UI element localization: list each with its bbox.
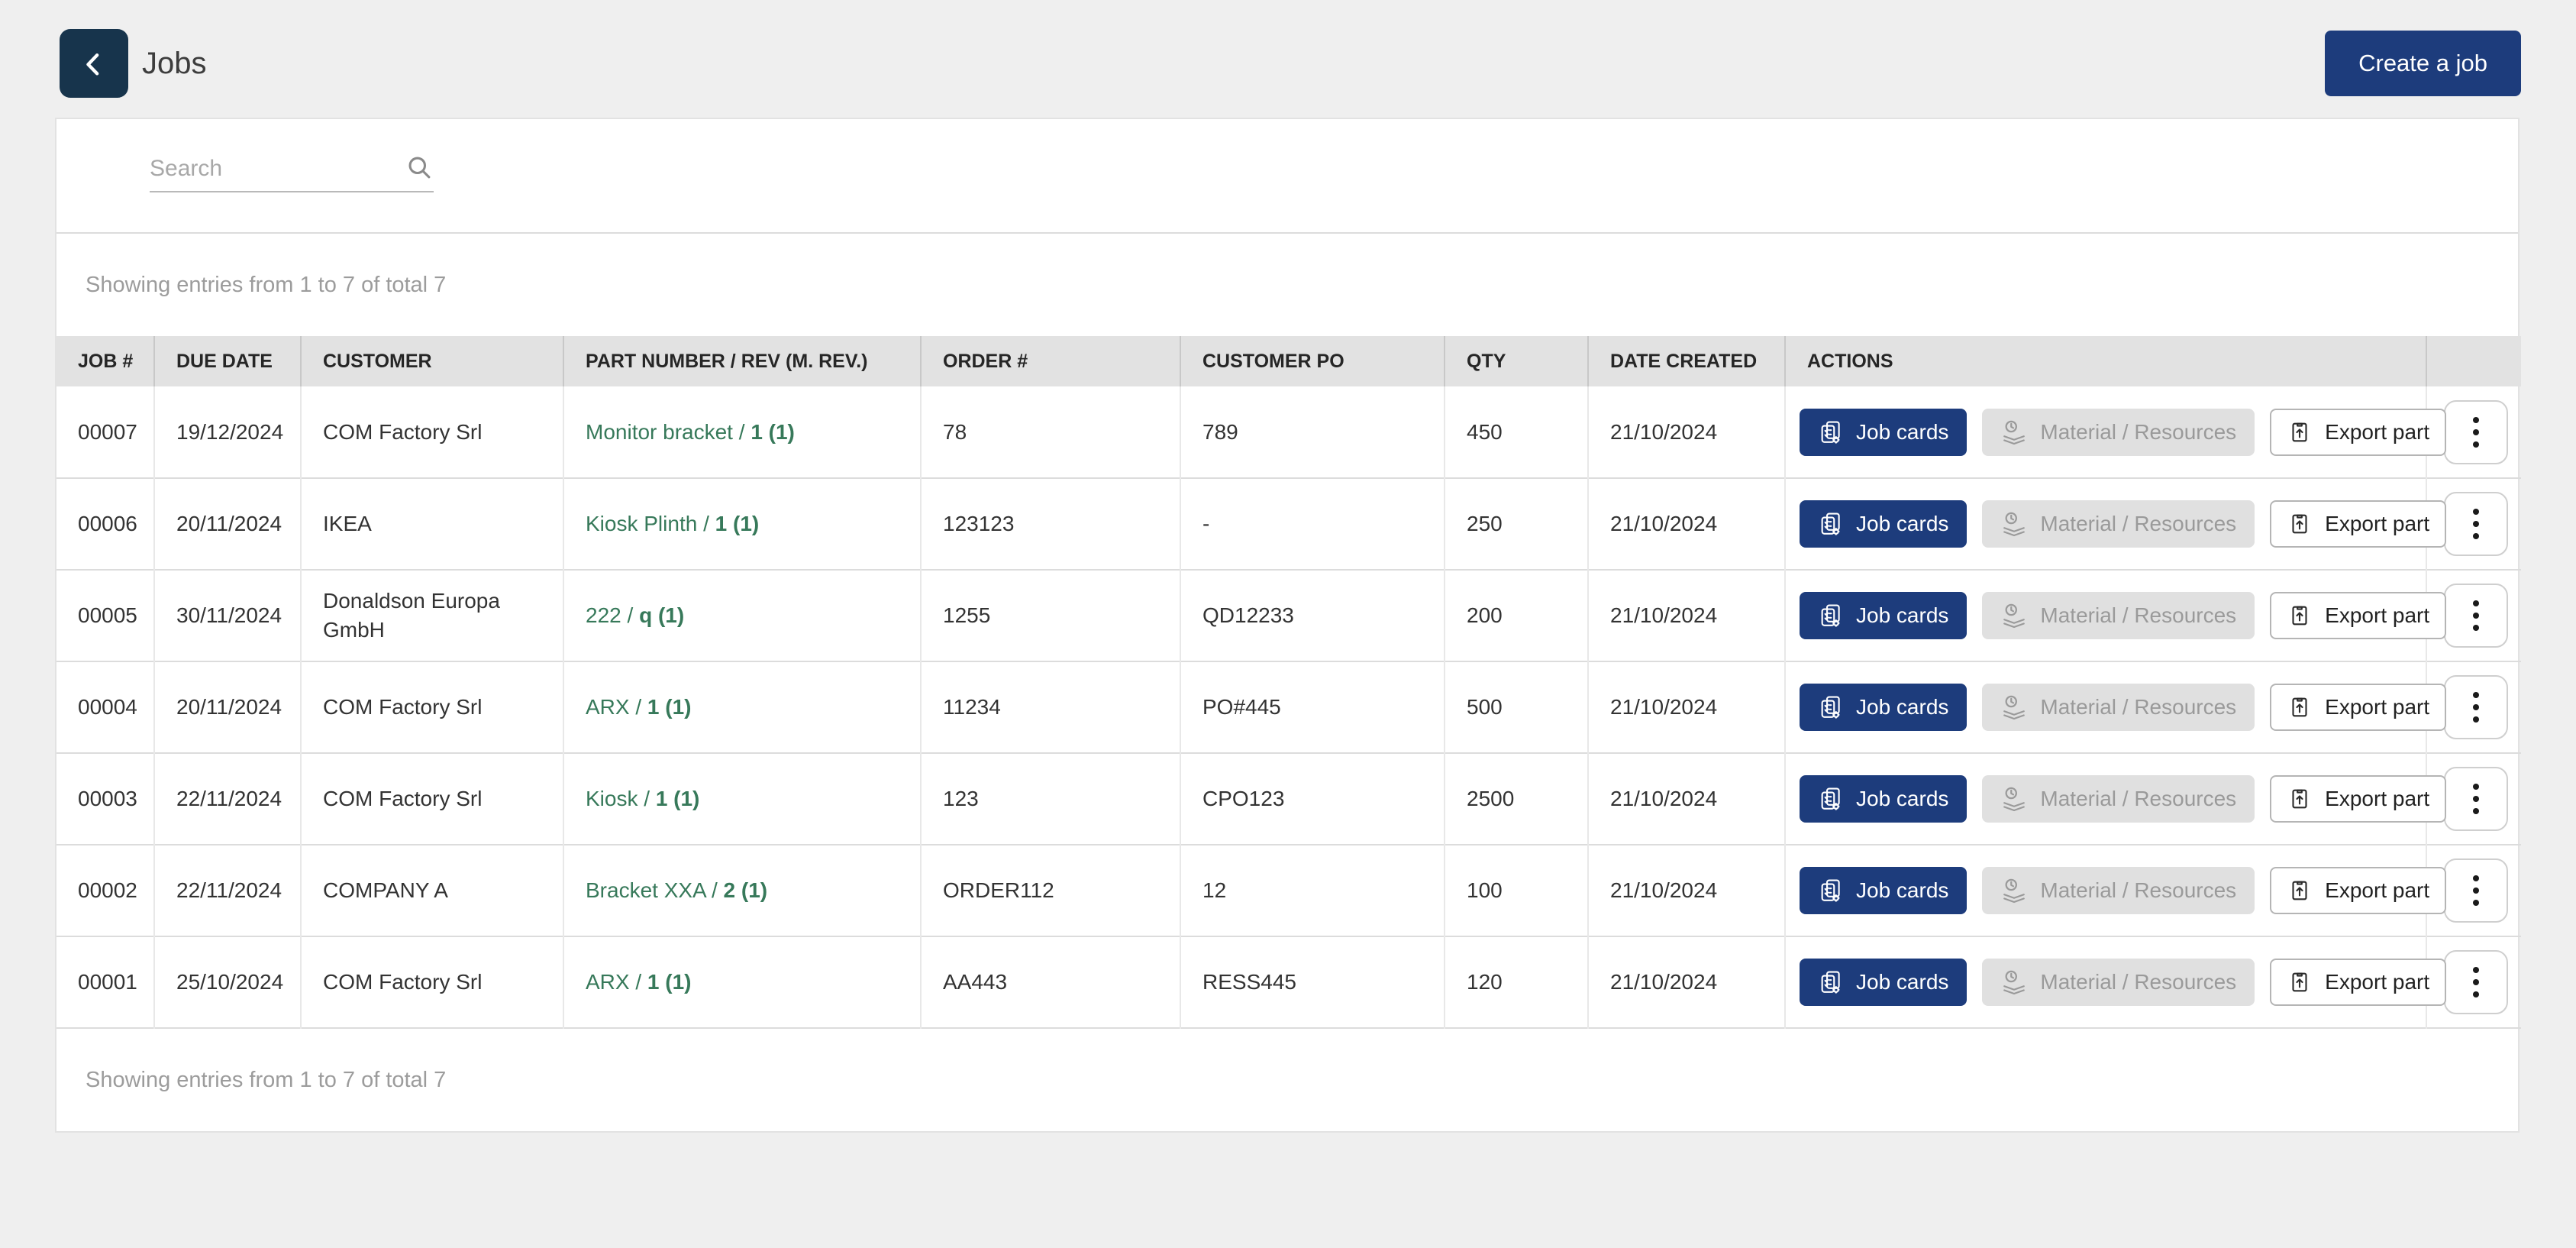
due-date-cell: 25/10/2024 (154, 936, 301, 1028)
order-number-cell: 11234 (921, 661, 1180, 753)
row-menu-button[interactable] (2444, 675, 2508, 739)
job-cards-button[interactable] (1800, 592, 1967, 639)
col-customer-po: CUSTOMER PO (1180, 336, 1445, 386)
date-created-cell: 21/10/2024 (1588, 753, 1785, 845)
kebab-dot (2473, 979, 2479, 985)
customer-cell: IKEA (301, 478, 563, 570)
job-cards-icon (1818, 786, 1844, 812)
job-cards-button[interactable] (1800, 500, 1967, 548)
chevron-left-icon (79, 48, 109, 79)
kebab-dot (2473, 613, 2479, 619)
part-link[interactable]: 222 / q (1) (586, 603, 685, 628)
table-row (56, 661, 2521, 753)
job-cards-label: Job cards (1856, 787, 1949, 810)
job-cards-label: Job cards (1856, 419, 1949, 444)
table-row (56, 845, 2521, 936)
row-menu-button[interactable] (2444, 584, 2508, 648)
part-link[interactable]: ARX / 1 (1) (586, 970, 692, 994)
job-cards-icon (1818, 969, 1844, 995)
kebab-dot (2473, 600, 2479, 606)
job-cards-label: Job cards (1856, 970, 1949, 994)
job-number-cell: 00001 (56, 936, 154, 1028)
col-job-number: JOB # (56, 336, 154, 386)
qty-cell: 500 (1445, 661, 1588, 753)
job-cards-label: Job cards (1856, 512, 1949, 535)
job-cards-icon (1818, 694, 1844, 720)
qty-cell: 450 (1445, 386, 1588, 478)
col-customer: CUSTOMER (301, 336, 563, 386)
order-number-cell: 123 (921, 753, 1180, 845)
job-number-cell: 00004 (56, 661, 154, 753)
customer-cell: COMPANY A (301, 845, 563, 936)
job-cards-icon (1818, 419, 1844, 445)
row-menu-button[interactable] (2444, 492, 2508, 556)
job-cards-label: Job cards (1856, 603, 1949, 627)
order-number-cell: 1255 (921, 570, 1180, 661)
qty-cell: 200 (1445, 570, 1588, 661)
kebab-dot (2473, 808, 2479, 814)
date-created-cell: 21/10/2024 (1588, 386, 1785, 478)
export-part-icon (2287, 878, 2313, 904)
due-date-cell: 30/11/2024 (154, 570, 301, 661)
row-menu-button[interactable] (2444, 767, 2508, 831)
table-row (56, 570, 2521, 661)
actions-cell (1785, 478, 2430, 570)
part-link[interactable]: Kiosk / 1 (1) (586, 787, 700, 811)
export-part-label: Export part (2325, 970, 2430, 994)
col-date-created: DATE CREATED (1588, 336, 1785, 386)
export-part-button[interactable] (2270, 684, 2446, 731)
part-rev: 1 (1) (751, 419, 795, 444)
export-part-icon (2287, 511, 2313, 537)
material-resources-label: Material / Resources (2040, 512, 2237, 535)
material-resources-button[interactable] (1982, 409, 2255, 456)
due-date-cell: 22/11/2024 (154, 753, 301, 845)
material-resources-label: Material / Resources (2040, 695, 2237, 719)
export-part-label: Export part (2325, 787, 2430, 810)
job-number-cell: 00003 (56, 753, 154, 845)
export-part-label: Export part (2325, 695, 2430, 719)
col-actions: ACTIONS (1785, 336, 2426, 386)
kebab-dot (2473, 888, 2479, 894)
part-rev: 2 (1) (723, 878, 768, 903)
table-row (56, 478, 2521, 570)
kebab-dot (2473, 991, 2479, 997)
part-link[interactable]: Kiosk Plinth / 1 (1) (586, 512, 760, 536)
customer-po-cell: CPO123 (1180, 753, 1445, 845)
kebab-dot (2473, 692, 2479, 698)
customer-cell: COM Factory Srl (301, 936, 563, 1028)
back-button[interactable] (60, 29, 128, 98)
kebab-dot (2473, 625, 2479, 631)
part-number-cell (563, 661, 921, 753)
material-resources-icon (2000, 602, 2028, 629)
kebab-dot (2473, 429, 2479, 435)
export-part-icon (2287, 603, 2313, 629)
customer-po-cell: - (1180, 478, 1445, 570)
qty-cell: 2500 (1445, 753, 1588, 845)
material-resources-label: Material / Resources (2040, 419, 2237, 444)
jobs-card (55, 118, 2520, 1133)
order-number-cell: 123123 (921, 478, 1180, 570)
entries-summary-bottom: Showing entries from 1 to 7 of total 7 (86, 1067, 447, 1092)
material-resources-icon (2000, 785, 2028, 813)
job-cards-label: Job cards (1856, 878, 1949, 902)
order-number-cell: ORDER112 (921, 845, 1180, 936)
export-part-label: Export part (2325, 878, 2430, 902)
kebab-dot (2473, 784, 2479, 790)
part-number-cell (563, 386, 921, 478)
material-resources-button[interactable] (1982, 592, 2255, 639)
material-resources-icon (2000, 419, 2028, 446)
kebab-dot (2473, 900, 2479, 906)
search-section (56, 119, 2518, 234)
export-part-label: Export part (2325, 419, 2430, 444)
part-number-cell (563, 845, 921, 936)
export-part-button[interactable] (2270, 867, 2446, 914)
actions-cell (1785, 753, 2430, 845)
qty-cell: 250 (1445, 478, 1588, 570)
customer-cell: COM Factory Srl (301, 386, 563, 478)
due-date-cell: 20/11/2024 (154, 661, 301, 753)
part-link[interactable]: Monitor bracket / 1 (1) (586, 419, 795, 444)
job-cards-button[interactable] (1800, 959, 1967, 1006)
export-part-button[interactable] (2270, 959, 2446, 1006)
export-part-icon (2287, 786, 2313, 812)
part-number-cell (563, 478, 921, 570)
material-resources-button[interactable] (1982, 867, 2255, 914)
material-resources-label: Material / Resources (2040, 970, 2237, 994)
order-number-cell: AA443 (921, 936, 1180, 1028)
table-row (56, 753, 2521, 845)
date-created-cell: 21/10/2024 (1588, 845, 1785, 936)
due-date-cell: 20/11/2024 (154, 478, 301, 570)
table-row (56, 936, 2521, 1028)
part-number-cell (563, 753, 921, 845)
part-rev: q (1) (639, 603, 685, 628)
customer-cell: Donaldson Europa GmbH (301, 570, 563, 661)
job-cards-button[interactable] (1800, 684, 1967, 731)
actions-cell (1785, 661, 2430, 753)
date-created-cell: 21/10/2024 (1588, 478, 1785, 570)
material-resources-button[interactable] (1982, 775, 2255, 823)
job-cards-label: Job cards (1856, 695, 1949, 719)
part-number-cell (563, 570, 921, 661)
customer-po-cell: RESS445 (1180, 936, 1445, 1028)
row-menu-button[interactable] (2444, 400, 2508, 464)
jobs-table (56, 336, 2521, 1029)
material-resources-icon (2000, 877, 2028, 904)
export-part-button[interactable] (2270, 592, 2446, 639)
due-date-cell: 19/12/2024 (154, 386, 301, 478)
page-title: Jobs (142, 47, 207, 80)
customer-cell: COM Factory Srl (301, 661, 563, 753)
part-rev: 1 (1) (647, 970, 692, 994)
row-menu-button[interactable] (2444, 858, 2508, 923)
job-cards-button[interactable] (1800, 867, 1967, 914)
date-created-cell: 21/10/2024 (1588, 570, 1785, 661)
job-cards-icon (1818, 878, 1844, 904)
material-resources-label: Material / Resources (2040, 787, 2237, 810)
kebab-dot (2473, 509, 2479, 515)
due-date-cell: 22/11/2024 (154, 845, 301, 936)
part-rev: 1 (1) (655, 787, 700, 811)
col-qty: QTY (1445, 336, 1588, 386)
material-resources-button[interactable] (1982, 500, 2255, 548)
kebab-dot (2473, 521, 2479, 527)
export-part-label: Export part (2325, 603, 2430, 627)
actions-cell (1785, 845, 2430, 936)
job-cards-button[interactable] (1800, 775, 1967, 823)
col-due-date: DUE DATE (154, 336, 301, 386)
kebab-dot (2473, 875, 2479, 881)
job-cards-icon (1818, 603, 1844, 629)
material-resources-icon (2000, 694, 2028, 721)
job-cards-icon (1818, 511, 1844, 537)
job-number-cell: 00002 (56, 845, 154, 936)
job-number-cell: 00005 (56, 570, 154, 661)
kebab-dot (2473, 441, 2479, 448)
kebab-dot (2473, 967, 2479, 973)
col-part-number: PART NUMBER / REV (M. REV.) (563, 336, 921, 386)
material-resources-icon (2000, 510, 2028, 538)
material-resources-icon (2000, 968, 2028, 996)
export-part-button[interactable] (2270, 409, 2446, 456)
entries-summary-top: Showing entries from 1 to 7 of total 7 (86, 272, 447, 297)
row-menu-button[interactable] (2444, 950, 2508, 1014)
kebab-dot (2473, 417, 2479, 423)
export-part-button[interactable] (2270, 775, 2446, 823)
export-part-icon (2287, 969, 2313, 995)
col-order-number: ORDER # (921, 336, 1180, 386)
table-header (56, 336, 2521, 386)
material-resources-label: Material / Resources (2040, 878, 2237, 902)
part-link[interactable]: Bracket XXA / 2 (1) (586, 878, 768, 903)
qty-cell: 100 (1445, 845, 1588, 936)
material-resources-button[interactable] (1982, 684, 2255, 731)
part-rev: 1 (1) (647, 695, 692, 719)
col-row-menu (2426, 336, 2521, 386)
material-resources-label: Material / Resources (2040, 603, 2237, 627)
job-number-cell: 00007 (78, 419, 137, 444)
export-part-label: Export part (2325, 512, 2430, 535)
export-part-icon (2287, 694, 2313, 720)
actions-cell (1785, 386, 2430, 478)
export-part-icon (2287, 419, 2313, 445)
search-field-wrap (150, 154, 434, 192)
job-cards-button[interactable] (1800, 409, 1967, 456)
export-part-button[interactable] (2270, 500, 2446, 548)
job-number-cell: 00006 (56, 478, 154, 570)
material-resources-button[interactable] (1982, 959, 2255, 1006)
qty-cell: 120 (1445, 936, 1588, 1028)
date-created-cell: 21/10/2024 (1588, 661, 1785, 753)
part-number-cell (563, 936, 921, 1028)
customer-po-cell: PO#445 (1180, 661, 1445, 753)
part-link[interactable]: ARX / 1 (1) (586, 695, 692, 719)
actions-cell (1785, 936, 2430, 1028)
customer-cell: COM Factory Srl (301, 753, 563, 845)
search-input[interactable] (150, 156, 406, 182)
customer-po-cell: QD12233 (1180, 570, 1445, 661)
customer-po-cell: 12 (1180, 845, 1445, 936)
kebab-dot (2473, 716, 2479, 723)
kebab-dot (2473, 533, 2479, 539)
actions-cell (1785, 570, 2430, 661)
kebab-dot (2473, 796, 2479, 802)
date-created-cell: 21/10/2024 (1588, 936, 1785, 1028)
table-row (56, 386, 2521, 478)
customer-po-cell: 789 (1180, 386, 1445, 478)
order-number-cell: 78 (921, 386, 1180, 478)
part-rev: 1 (1) (715, 512, 760, 536)
kebab-dot (2473, 704, 2479, 710)
create-job-button[interactable] (2325, 31, 2521, 96)
search-icon (406, 154, 434, 182)
create-job-label: Create a job (2358, 50, 2487, 76)
